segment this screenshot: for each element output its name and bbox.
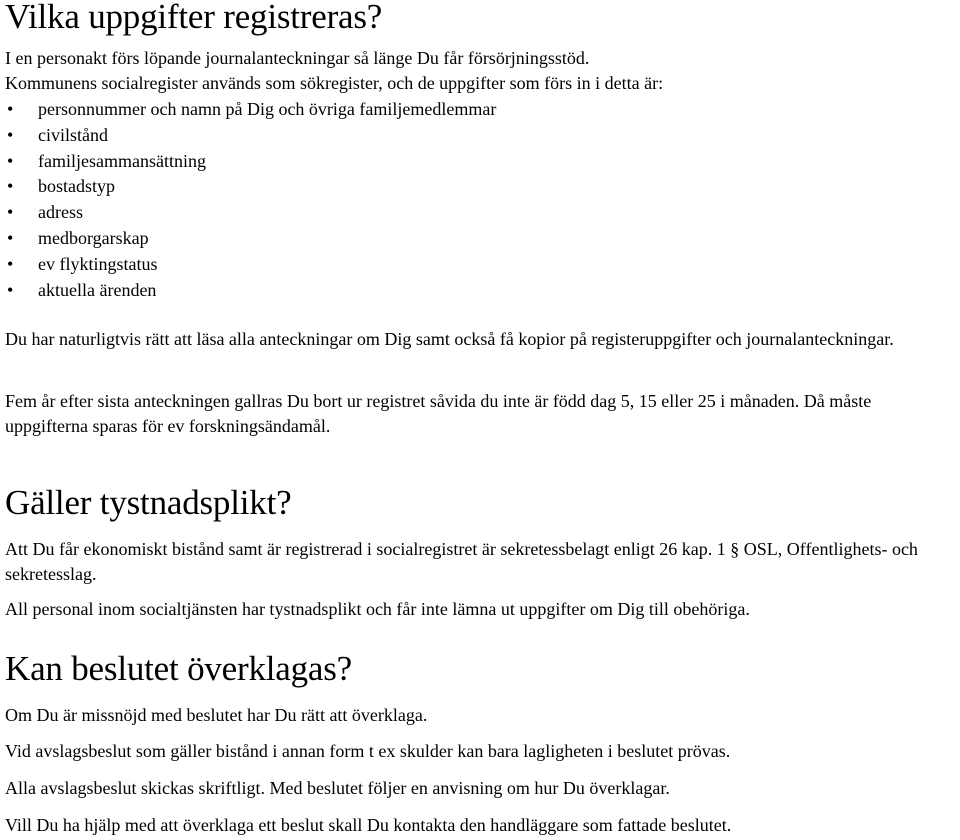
- registered-data-list: [5, 97, 496, 303]
- bullet-icon: •: [7, 176, 14, 197]
- heading-vilka-uppgifter-registreras: Vilka uppgifter registreras?: [5, 0, 383, 36]
- confidentiality-text-a: Att Du får ekonomiskt bistånd samt är registrerad i socialregistret är sekretessbelagt enligt 26 kap. 1: [5, 539, 731, 559]
- list-item: [5, 123, 496, 149]
- list-item-text: adress: [38, 202, 83, 223]
- written-decision-paragraph: Alla avslagsbeslut skickas skriftligt. Med beslutet följer en anvisning om hur Du överklagar.: [5, 778, 670, 798]
- list-item: [5, 149, 496, 175]
- list-item-text: personnummer och namn på Dig och övriga familjemedlemmar: [38, 99, 497, 119]
- list-item-text: aktuella ärenden: [38, 279, 157, 300]
- list-item: [5, 174, 496, 200]
- list-item-text: civilstånd: [38, 124, 108, 145]
- list-item-text: bostadstyp: [38, 176, 116, 197]
- bullet-icon: •: [7, 99, 14, 119]
- heading-kan-beslutet-overklagas: Kan beslutet överklagas?: [5, 649, 353, 688]
- heading-galler-tystnadsplikt: Gäller tystnadsplikt?: [5, 483, 292, 522]
- list-item: [5, 226, 496, 252]
- bullet-icon: •: [7, 227, 14, 248]
- intro-paragraph: [5, 46, 663, 96]
- contact-handler-paragraph: Vill Du ha hjälp med att överklaga ett beslut skall Du kontakta den handläggare som fattade beslutet.: [5, 815, 732, 835]
- bullet-icon: •: [7, 124, 14, 145]
- bullet-icon: •: [7, 279, 14, 300]
- rights-paragraph: Du har naturligtvis rätt att läsa alla anteckningar om Dig samt också få kopior på registeruppgifter och journalanteckningar.: [5, 329, 894, 349]
- list-item: [5, 97, 496, 123]
- appeal-right-paragraph: Om Du är missnöjd med beslutet har Du rätt att överklaga.: [5, 705, 428, 725]
- intro-line-journal: I en personakt förs löpande journalanteckningar så länge Du får försörjningsstöd.: [5, 48, 590, 68]
- bullet-icon: •: [7, 253, 14, 274]
- confidentiality-text-b: OSL, Offentlighets- och sekretesslag.: [5, 539, 918, 584]
- staff-secrecy-paragraph: All personal inom socialtjänsten har tystnadsplikt och får inte lämna ut uppgifter om Dig till obehöriga.: [5, 599, 750, 619]
- rejection-scope-paragraph: Vid avslagsbeslut som gäller bistånd i annan form t ex skulder kan bara lagligheten i beslutet prövas.: [5, 741, 731, 761]
- retention-paragraph: Fem år efter sista anteckningen gallras Du bort ur registret såvida du inte är född dag 5, 15 eller 25 i månaden. Då måste uppgifterna sparas för ev forskningsändamål.: [5, 391, 872, 436]
- list-item-text: medborgarskap: [38, 227, 149, 248]
- confidentiality-paragraph: [5, 537, 954, 587]
- list-item: [5, 200, 496, 226]
- bullet-icon: •: [7, 150, 14, 171]
- list-item-text: familjesammansättning: [38, 150, 206, 171]
- list-item: [5, 252, 496, 278]
- bullet-icon: •: [7, 202, 14, 223]
- list-item-text: ev flyktingstatus: [38, 253, 158, 274]
- intro-line-socialregister: Kommunens socialregister används som sökregister, och de uppgifter som förs in i detta är:: [5, 73, 664, 93]
- list-item: [5, 278, 496, 304]
- section-sign: §: [730, 539, 740, 559]
